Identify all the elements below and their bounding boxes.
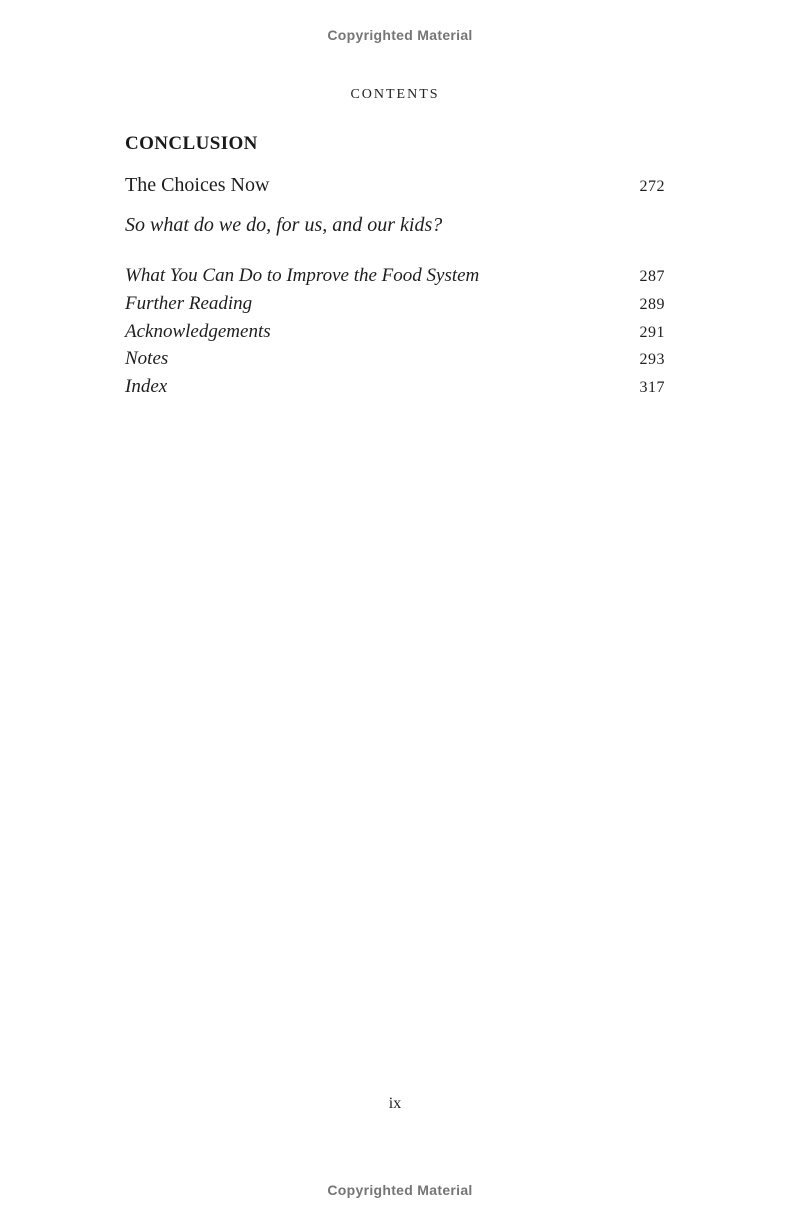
toc-entry-label: Acknowledgements	[125, 320, 271, 342]
contents-heading: CONTENTS	[350, 87, 440, 102]
toc-entry-page: 293	[639, 351, 665, 369]
toc-entry-label: Further Reading	[125, 292, 253, 314]
toc-entry-label: Index	[125, 376, 168, 398]
toc-row	[125, 291, 665, 319]
toc-entry-label: Notes	[125, 348, 169, 370]
toc-entry-label: The Choices Now	[125, 174, 270, 196]
toc-entry-page: 272	[639, 178, 665, 195]
toc-row	[125, 174, 665, 197]
toc-row	[125, 346, 665, 374]
copyright-watermark-top: Copyrighted Material	[327, 27, 473, 43]
page-number-folio: ix	[388, 1095, 402, 1112]
toc-row	[125, 319, 665, 347]
toc-entry-label: What You Can Do to Improve the Food System	[125, 265, 480, 286]
toc-row	[125, 214, 665, 237]
table-of-contents	[125, 133, 665, 402]
toc-row	[125, 374, 665, 402]
toc-entry-page: 291	[639, 323, 665, 341]
toc-row	[125, 263, 665, 291]
toc-entry-page: 289	[639, 295, 665, 313]
section-title: CONCLUSION	[125, 133, 258, 154]
copyright-watermark-bottom: Copyrighted Material	[327, 1182, 473, 1198]
toc-entry-label: So what do we do, for us, and our kids?	[125, 214, 443, 236]
toc-entry-page: 317	[639, 379, 665, 397]
toc-rows	[125, 174, 665, 402]
toc-entry-page: 287	[639, 268, 665, 285]
